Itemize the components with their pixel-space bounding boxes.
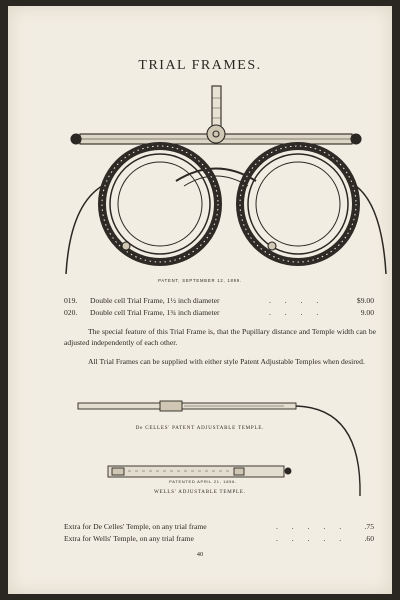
product-description: Double cell Trial Frame, 1¾ inch diameter [90,308,220,317]
extra-price: .75 [364,522,374,531]
feature-paragraph: The special feature of this Trial Frame is, that the Pupillary distance and Temple width can be adjusted independently of each other. [64,327,376,347]
product-number: 019. [64,296,78,305]
extra-row [64,522,384,532]
product-price: $9.00 [356,296,374,305]
extra-description: Extra for De Celles' Temple, on any trial frame [64,522,207,531]
trial-frame-illustration [8,6,392,276]
page-number: 40 [196,551,204,558]
product-row [64,296,384,306]
de-celles-temple-caption: De CELLES' PATENT ADJUSTABLE TEMPLE. [135,426,265,431]
page-title: TRIAL FRAMES. [138,58,262,73]
extra-price: .60 [364,534,374,543]
extra-row [64,534,384,544]
temples-paragraph: All Trial Frames can be supplied with either style Patent Adjustable Temples when desired. [88,357,365,366]
product-price: 9.00 [360,308,374,317]
leader-dots: . . . . [269,296,325,305]
catalog-page [8,6,392,594]
product-number: 020. [64,308,78,317]
extra-description: Extra for Wells' Temple, on any trial frame [64,534,194,543]
product-description: Double cell Trial Frame, 1½ inch diameter [90,296,220,305]
wells-patent-caption: PATENTED APRIL 21, 1896. [169,479,237,484]
leader-dots: . . . . . [276,534,348,543]
wells-temple-caption: WELLS' ADJUSTABLE TEMPLE. [154,490,246,495]
leader-dots: . . . . [269,308,325,317]
frame-patent-caption: PATENT, SEPTEMBER 12, 1899. [158,278,242,283]
leader-dots: . . . . . [276,522,348,531]
product-row [64,308,384,318]
